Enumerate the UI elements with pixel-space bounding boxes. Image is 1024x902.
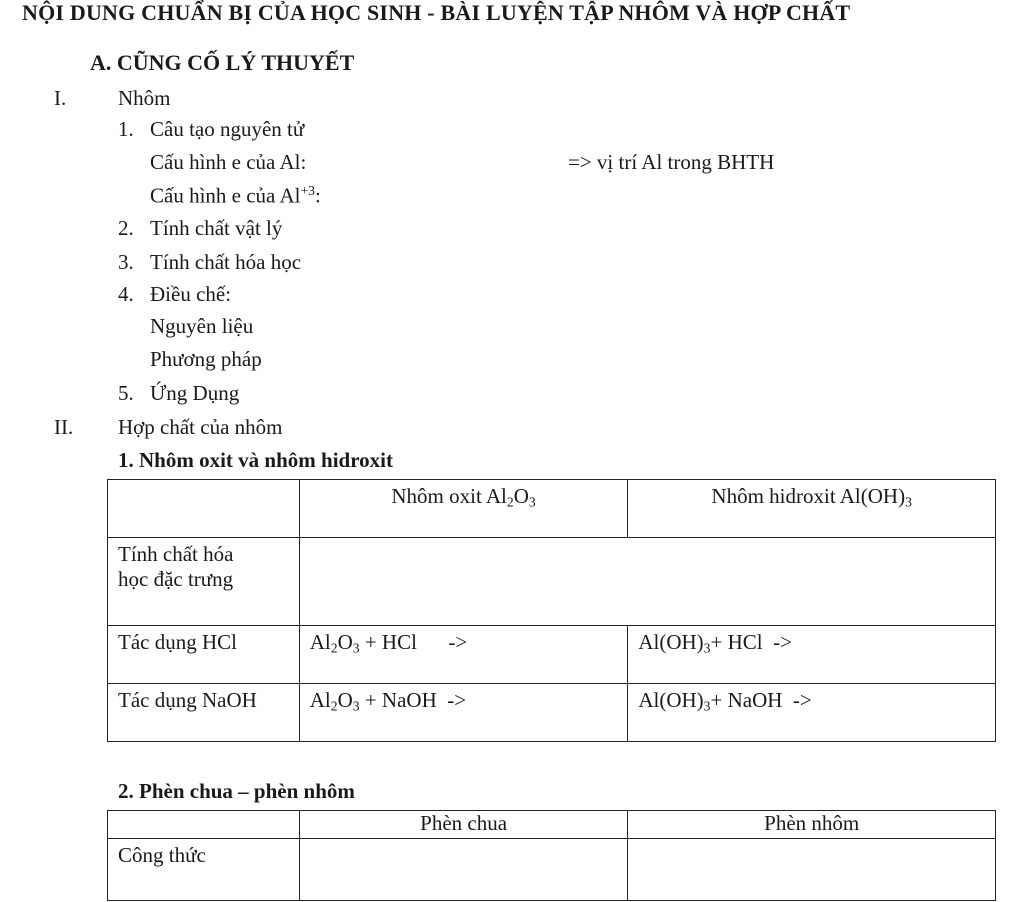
phen-chua-formula-cell[interactable]: [299, 839, 628, 901]
table-row: [108, 538, 996, 626]
row-label-naoh: Tác dụng NaOH: [108, 684, 300, 742]
document-title: NỘI DUNG CHUẨN BỊ CỦA HỌC SINH - BÀI LUYỆN TẬP NHÔM VÀ HỢP CHẤT: [22, 0, 851, 25]
table-header-row: [108, 811, 996, 839]
header-phen-nhom: Phèn nhôm: [628, 811, 996, 839]
subsection-1-title: 1. Nhôm oxit và nhôm hidroxit: [118, 448, 393, 472]
row-label-chemical-properties: Tính chất hóa học đặc trưng: [108, 538, 300, 626]
oxide-naoh-equation[interactable]: $Al_2O_3$ + NaOH ->: [299, 684, 628, 742]
part-2-numeral: II.: [54, 415, 74, 439]
alum-table: [107, 810, 996, 901]
part-1-numeral: I.: [54, 86, 67, 110]
hydroxide-hcl-equation[interactable]: $Al(OH)_3+$ HCl ->: [628, 626, 996, 684]
section-a-heading: A. CŨNG CỐ LÝ THUYẾT: [90, 50, 355, 75]
item-2-number: 2.: [118, 216, 134, 240]
row-label-hcl: Tác dụng HCl: [108, 626, 300, 684]
item-4-number: 4.: [118, 282, 134, 306]
table-header-row: [108, 480, 996, 538]
item-5-number: 5.: [118, 381, 134, 405]
row-label-formula: Công thức: [108, 839, 300, 901]
table-row: [108, 684, 996, 742]
config-al-ion-label: Cấu hình e của $Al^{+3}$:: [150, 183, 321, 208]
table-cell-empty: [108, 480, 300, 538]
header-phen-chua: Phèn chua: [299, 811, 628, 839]
subsection-2-title: 2. Phèn chua – phèn nhôm: [118, 779, 355, 803]
header-aluminum-hydroxide: Nhôm hidroxit $Al(OH)_3$: [628, 480, 996, 538]
part-1-title: Nhôm: [118, 86, 171, 110]
table-cell-empty: [108, 811, 300, 839]
item-4-label: Điều chế:: [150, 282, 232, 306]
phen-nhom-formula-cell[interactable]: [628, 839, 996, 901]
item-1-label: Câu tạo nguyên tử: [150, 117, 305, 141]
table-row: [108, 839, 996, 901]
oxide-hcl-equation[interactable]: $Al_2O_3$ + HCl ->: [299, 626, 628, 684]
method-label: Phương pháp: [150, 347, 262, 371]
chemical-properties-answer-cell[interactable]: [299, 538, 995, 626]
hydroxide-naoh-equation[interactable]: $Al(OH)_3+$ NaOH ->: [628, 684, 996, 742]
header-aluminum-oxide: Nhôm oxit $Al_2O_3$: [299, 480, 628, 538]
item-2-label: Tính chất vật lý: [150, 216, 283, 240]
config-al-label: Cấu hình e của Al:: [150, 150, 307, 174]
item-3-label: Tính chất hóa học: [150, 250, 302, 274]
part-2-title: Hợp chất của nhôm: [118, 415, 283, 439]
item-3-number: 3.: [118, 250, 134, 274]
raw-material-label: Nguyên liệu: [150, 314, 254, 338]
item-1-number: 1.: [118, 117, 134, 141]
oxide-hydroxide-table: [107, 479, 996, 742]
item-5-label: Ứng Dụng: [150, 381, 240, 405]
position-note: => vị trí Al trong BHTH: [568, 150, 775, 174]
table-row: [108, 626, 996, 684]
